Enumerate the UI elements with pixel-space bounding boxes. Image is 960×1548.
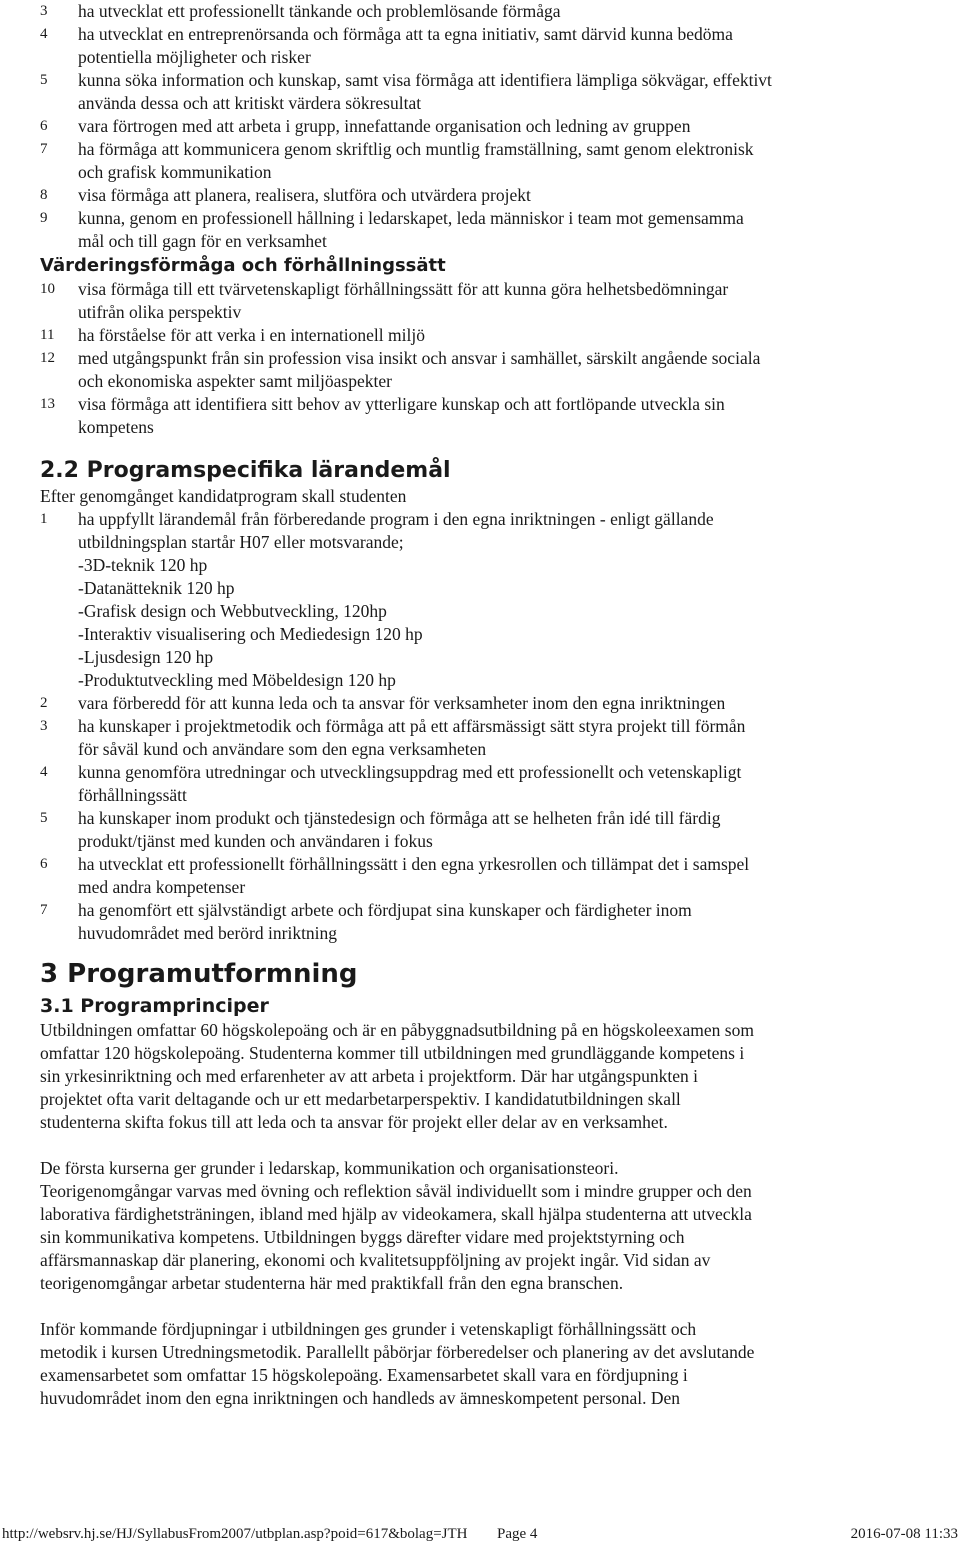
list-item-text: -3D-teknik 120 hp [78,555,208,575]
list-item [40,324,950,347]
list-item-text: med utgångspunkt från sin profession visa insikt och ansvar i samhället, särskilt angående sociala [78,348,761,368]
list-item [40,508,950,692]
list-item-number: 4 [40,26,48,42]
list-item [40,184,950,207]
list-item-text: med andra kompetenser [78,877,246,897]
list-item-number: 3 [40,718,48,734]
list-item [40,0,950,23]
list-item-number: 7 [40,141,48,157]
list-item-number: 12 [40,350,55,366]
learning-outcomes-list-continued [40,0,950,253]
paragraph-line: Inför kommande fördjupningar i utbildningen ges grunder i vetenskapligt förhållningssätt och [40,1319,697,1339]
list-item-text: potentiella möjligheter och risker [78,47,311,67]
list-item [40,69,950,115]
section-2-2-intro: Efter genomgånget kandidatprogram skall studenten [40,486,407,506]
list-item-text: ha förståelse för att verka i en internationell miljö [78,325,425,345]
paragraph-line: sin yrkesinriktning och med erfarenheter av att arbeta i projektform. Där har utgångspunkten i [40,1066,698,1086]
list-item-text: mål och till gagn för en verksamhet [78,231,327,251]
list-item-text: ha kunskaper i projektmetodik och förmåga att på ett affärsmässigt sätt styra projekt till förmån [78,716,746,736]
list-item-number: 10 [40,281,55,297]
paragraph-line: Utbildningen omfattar 60 högskolepoäng och är en påbyggnadsutbildning på en högskoleexamen som [40,1020,754,1040]
list-item-number: 1 [40,511,48,527]
list-item-number: 6 [40,118,48,134]
list-item [40,807,950,853]
paragraph-line: huvudområdet inom den egna inriktningen och handleds av ämneskompetent personal. Den [40,1388,681,1408]
list-item-text: ha genomfört ett självständigt arbete och fördjupat sina kunskaper och färdigheter inom [78,900,692,920]
paragraph-line: Teorigenomgångar varvas med övning och reflektion såväl individuellt som i mindre grupper och den [40,1181,752,1201]
list-item [40,347,950,393]
paragraph [40,1019,950,1134]
paragraph-line: laborativa färdighetsträningen, ibland med hjälp av videokamera, skall hjälpa studenterna att utveckla [40,1204,752,1224]
list-item [40,23,950,69]
program-specific-outcomes-list [40,508,950,945]
program-principles-text [40,1019,950,1410]
list-item [40,715,950,761]
list-item-text: använda dessa och att kritiskt värdera sökresultat [78,93,422,113]
list-item-number: 4 [40,764,48,780]
list-item-text: kunna genomföra utredningar och utvecklingsuppdrag med ett professionellt och vetenskapligt [78,762,742,782]
paragraph-line: sin kommunikativa kompetens. Utbildningen byggs därefter vidare med projektstyrning och [40,1227,685,1247]
list-item [40,692,950,715]
list-item-number: 8 [40,187,48,203]
paragraph-line: affärsmannaskap där planering, ekonomi och kvalitetsuppföljning av projekt ingår. Vid sidan av [40,1250,711,1270]
paragraph-line: studenterna skifta fokus till att leda och ta ansvar för projekt eller delar av en verksamhet. [40,1112,668,1132]
list-item-text: kunna söka information och kunskap, samt visa förmåga att identifiera lämpliga sökvägar, effektivt [78,70,772,90]
list-item-text: vara förberedd för att kunna leda och ta ansvar för verksamheter inom den egna inriktningen [78,693,726,713]
footer-datetime: 2016-07-08 11:33 [850,1526,958,1542]
list-item-number: 13 [40,396,55,412]
paragraph-line: examensarbetet som omfattar 15 högskolepoäng. Examensarbetet skall vara en fördjupning i [40,1365,688,1385]
list-item-text: och ekonomiska aspekter samt miljöaspekter [78,371,392,391]
paragraph-line: metodik i kursen Utredningsmetodik. Parallellt påbörjar förberedelser och planering av det avslutande [40,1342,755,1362]
list-item-text: för såväl kund och användare som den egna verksamheten [78,739,487,759]
list-item-text: utifrån olika perspektiv [78,302,242,322]
footer-page-number: Page 4 [497,1526,538,1542]
paragraph [40,1318,950,1410]
list-item-number: 9 [40,210,48,226]
list-item-text: -Datanätteknik 120 hp [78,578,235,598]
list-item [40,899,950,945]
list-item-text: ha utvecklat ett professionellt förhållningssätt i den egna yrkesrollen och tillämpat det i samspel [78,854,750,874]
paragraph-line: omfattar 120 högskolepoäng. Studenterna kommer till utbildningen med grundläggande kompetens i [40,1043,745,1063]
section-3-heading: 3 Programutformning [40,959,358,989]
list-item-number: 5 [40,72,48,88]
paragraph [40,1157,950,1180]
list-item-text: ha utvecklat en entreprenörsanda och förmåga att ta egna initiativ, samt därvid kunna bedöma [78,24,733,44]
paragraph-line: teorigenomgångar arbetar studenterna här med praktikfall från den egna branschen. [40,1273,624,1293]
footer-url[interactable]: http://websrv.hj.se/HJ/SyllabusFrom2007/utbplan.asp?poid=617&bolag=JTH [2,1526,468,1542]
list-item [40,138,950,184]
list-item-text: -Produktutveckling med Möbeldesign 120 hp [78,670,396,690]
list-item-text: -Grafisk design och Webbutveckling, 120hp [78,601,387,621]
list-item-text: ha utvecklat ett professionellt tänkande och problemlösande förmåga [78,1,561,21]
list-item-text: visa förmåga att planera, realisera, slutföra och utvärdera projekt [78,185,531,205]
paragraph-line: De första kurserna ger grunder i ledarskap, kommunikation och organisationsteori. [40,1158,619,1178]
list-item-text: vara förtrogen med att arbeta i grupp, innefattande organisation och ledning av gruppen [78,116,691,136]
list-item [40,207,950,253]
list-item-text: visa förmåga till ett tvärvetenskapligt förhållningssätt för att kunna göra helhetsbedömningar [78,279,729,299]
list-item [40,853,950,899]
list-item-text: ha kunskaper inom produkt och tjänstedesign och förmåga att se helheten från idé till färdig [78,808,721,828]
values-heading: Värderingsförmåga och förhållningssätt [40,255,446,276]
list-item [40,115,950,138]
list-item-text: huvudområdet med berörd inriktning [78,923,338,943]
list-item-text: förhållningssätt [78,785,187,805]
list-item-number: 2 [40,695,48,711]
list-item [40,393,950,439]
list-item [40,761,950,807]
list-item-number: 5 [40,810,48,826]
list-item-number: 3 [40,3,48,19]
list-item-number: 7 [40,902,48,918]
list-item-text: och grafisk kommunikation [78,162,272,182]
page-footer [0,1524,960,1544]
list-item-text: kunna, genom en professionell hållning i ledarskapet, leda människor i team mot gemensamma [78,208,744,228]
list-item-text: -Ljusdesign 120 hp [78,647,214,667]
list-item-text: produkt/tjänst med kunden och användaren i fokus [78,831,433,851]
paragraph-line: projektet ofta varit deltagande och ur ett medarbetarperspektiv. I kandidatutbildningen skall [40,1089,681,1109]
list-item-text: kompetens [78,417,154,437]
paragraph [40,1180,950,1295]
list-item-number: 11 [40,327,55,343]
list-item-number: 6 [40,856,48,872]
document-content [40,0,950,1433]
list-item-text: ha uppfyllt lärandemål från förberedande program i den egna inriktningen - enligt gällande [78,509,714,529]
section-3-1-heading: 3.1 Programprinciper [40,995,269,1017]
list-item-text: utbildningsplan startår H07 eller motsvarande; [78,532,404,552]
section-2-2-heading: 2.2 Programspecifika lärandemål [40,458,451,483]
list-item-text: visa förmåga att identifiera sitt behov av ytterligare kunskap och att fortlöpande utveckla sin [78,394,725,414]
values-outcomes-list [40,278,950,439]
list-item-text: -Interaktiv visualisering och Mediedesign 120 hp [78,624,423,644]
list-item-text: ha förmåga att kommunicera genom skriftlig och muntlig framställning, samt genom elektronisk [78,139,754,159]
list-item [40,278,950,324]
